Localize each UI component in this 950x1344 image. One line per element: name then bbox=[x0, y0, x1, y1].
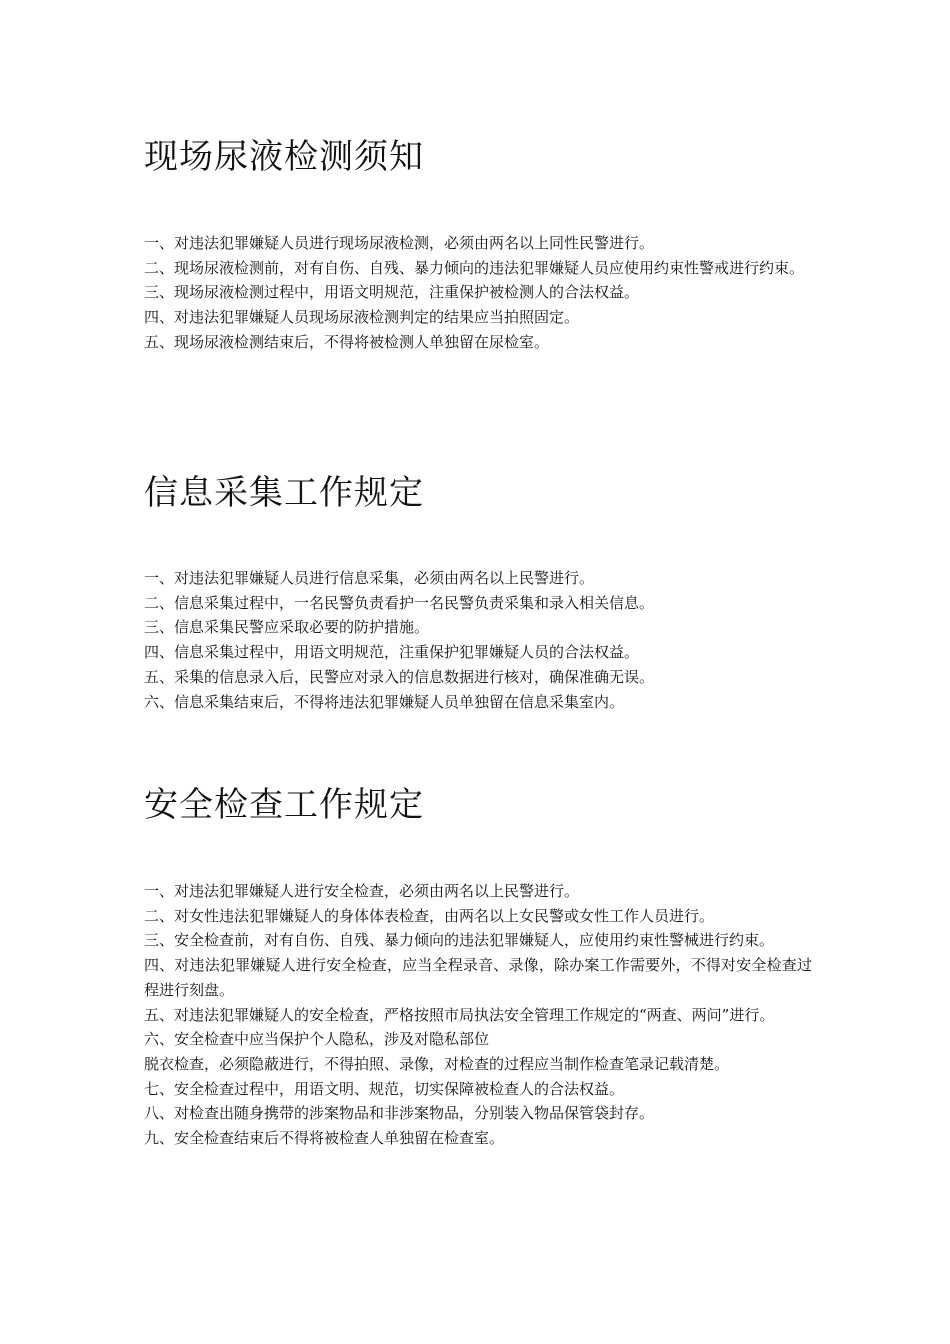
rule-item: 五、采集的信息录入后，民警应对录入的信息数据进行核对，确保准确无误。 bbox=[144, 667, 655, 686]
rule-item: 一、对违法犯罪嫌疑人进行安全检查，必须由两名以上民警进行。 bbox=[144, 882, 580, 900]
rule-item: 六、信息采集结束后，不得将违法犯罪嫌疑人员单独留在信息采集室内。 bbox=[144, 692, 625, 711]
rule-item: 八、对检查出随身携带的涉案物品和非涉案物品，分别装入物品保管袋封存。 bbox=[144, 1104, 655, 1123]
rule-item: 九、安全检查结束后不得将被检查人单独留在检查室。 bbox=[144, 1129, 505, 1148]
rule-item: 脱衣检查，必须隐蔽进行，不得拍照、录像，对检查的过程应当制作检查笔录记载清楚。 bbox=[144, 1054, 730, 1073]
section-info-collection-rules bbox=[144, 473, 812, 714]
rule-item: 一、对违法犯罪嫌疑人员进行现场尿液检测，必须由两名以上同性民警进行。 bbox=[144, 234, 655, 252]
section-title: 现场尿液检测须知 bbox=[144, 137, 424, 177]
rule-item: 五、对违法犯罪嫌疑人的安全检查，严格按照市局执法安全管理工作规定的“两查、两问”进行。 bbox=[144, 1005, 775, 1024]
rule-item: 三、现场尿液检测过程中，用语文明规范，注重保护被检测人的合法权益。 bbox=[144, 283, 640, 302]
rule-item: 二、对女性违法犯罪嫌疑人的身体体表检查，由两名以上女民警或女性工作人员进行。 bbox=[144, 906, 715, 925]
rule-item: 六、安全检查中应当保护个人隐私，涉及对隐私部位 bbox=[144, 1030, 490, 1049]
rule-item: 五、现场尿液检测结束后，不得将被检测人单独留在尿检室。 bbox=[144, 332, 550, 351]
rules-list bbox=[144, 231, 812, 355]
rule-item: 四、对违法犯罪嫌疑人进行安全检查，应当全程录音、录像，除办案工作需要外，不得对安全检查过程进行刻盘。 bbox=[144, 956, 812, 999]
rule-item: 二、信息采集过程中，一名民警负责看护一名民警负责采集和录入相关信息。 bbox=[144, 593, 655, 612]
section-security-check-rules bbox=[144, 785, 812, 1151]
rule-item: 一、对违法犯罪嫌疑人员进行信息采集，必须由两名以上民警进行。 bbox=[144, 569, 595, 587]
rule-item: 二、现场尿液检测前，对有自伤、自残、暴力倾向的违法犯罪嫌疑人员应使用约束性警戒进行约束。 bbox=[144, 258, 805, 277]
rule-item: 四、信息采集过程中，用语文明规范，注重保护犯罪嫌疑人员的合法权益。 bbox=[144, 643, 640, 662]
section-title: 信息采集工作规定 bbox=[144, 473, 424, 513]
rule-item: 三、信息采集民警应采取必要的防护措施。 bbox=[144, 618, 430, 637]
rule-item: 三、安全检查前，对有自伤、自残、暴力倾向的违法犯罪嫌疑人，应使用约束性警械进行约束。 bbox=[144, 931, 775, 950]
rule-item: 七、安全检查过程中，用语文明、规范，切实保障被检查人的合法权益。 bbox=[144, 1079, 625, 1098]
rules-list bbox=[144, 566, 812, 714]
rules-list bbox=[144, 879, 812, 1151]
rule-item: 四、对违法犯罪嫌疑人员现场尿液检测判定的结果应当拍照固定。 bbox=[144, 308, 580, 327]
section-urine-test-notice bbox=[144, 137, 812, 355]
section-title: 安全检查工作规定 bbox=[144, 785, 424, 825]
